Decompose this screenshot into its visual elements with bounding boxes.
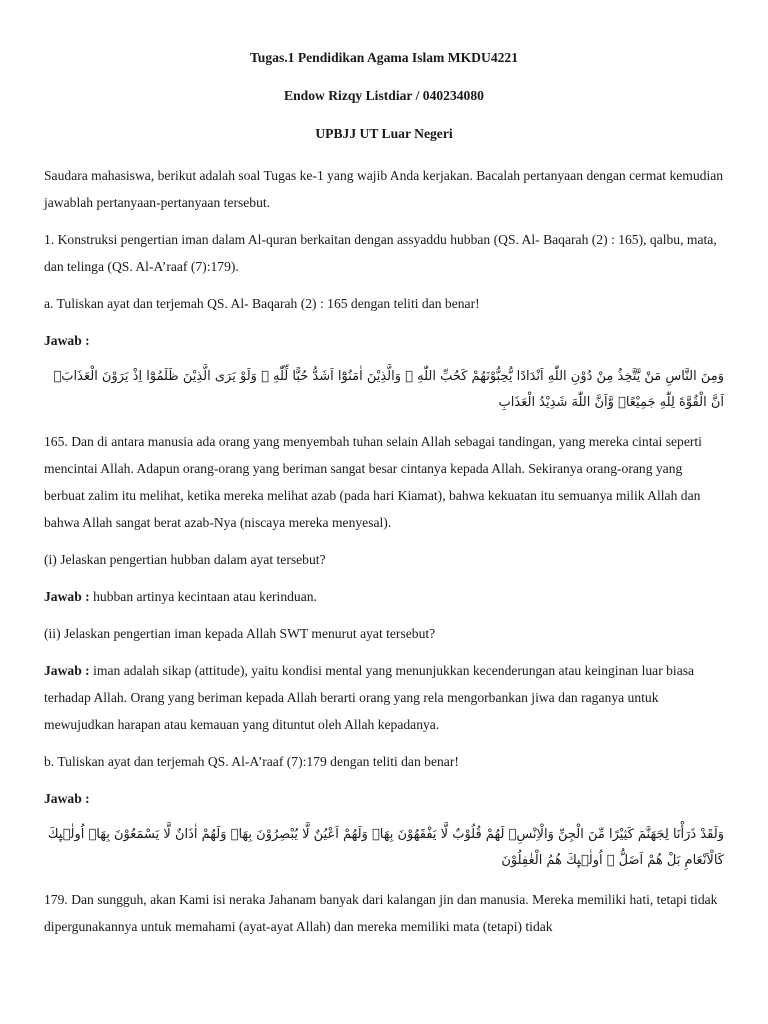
- unit-line: UPBJJ UT Luar Negeri: [315, 126, 453, 141]
- jawab-label: Jawab :: [44, 791, 90, 806]
- jawab-label: Jawab :: [44, 663, 90, 678]
- answer-label-b: [44, 785, 724, 812]
- jawab-label: Jawab :: [44, 589, 90, 604]
- jawab-label: Jawab :: [44, 333, 90, 348]
- intro-paragraph: Saudara mahasiswa, berikut adalah soal Tugas ke-1 yang wajib Anda kerjakan. Bacalah pertanyaan dengan cermat kemudian jawablah pertanyaan-pertanyaan tersebut.: [44, 168, 724, 210]
- arabic-verse-165: وَمِنَ النَّاسِ مَنْ يَّتَّخِذُ مِنْ دُوْنِ اللّٰهِ اَنْدَادًا يُّحِبُّوْنَهُمْ كَحُبِّ اللّٰهِ ۗ وَالَّذِيْنَ اٰمَنُوْٓا اَشَدُّ حُبًّا لِّلّٰهِ ۙ وَلَوْ يَرَى الَّذِيْنَ ظَلَمُوْٓا اِذْ يَرَوْنَ الْعَذَابَۙ اَنَّ الْقُوَّةَ لِلّٰهِ جَمِيْعًاۙ وَّاَنَّ اللّٰهَ شَدِيْدُ الْعَذَابِ: [53, 369, 724, 410]
- question-i: (i) Jelaskan pengertian hubban dalam ayat tersebut?: [44, 552, 326, 567]
- answer-ii: [44, 657, 724, 738]
- arabic-verse-179: وَلَقَدْ ذَرَأْنَا لِجَهَنَّمَ كَثِيْرًا مِّنَ الْجِنِّ وَالْاِنْسِۖ لَهُمْ قُلُوْبٌ لَّا يَفْقَهُوْنَ بِهَاۖ وَلَهُمْ اَعْيُنٌ لَّا يُبْصِرُوْنَ بِهَاۖ وَلَهُمْ اٰذَانٌ لَّا يَسْمَعُوْنَ بِهَاۗ اُولٰۤىِٕكَ كَالْاَنْعَامِ بَلْ هُمْ اَضَلُّ ۗ اُولٰۤىِٕكَ هُمُ الْغٰفِلُوْنَ: [47, 827, 724, 868]
- translation-179: 179. Dan sungguh, akan Kami isi neraka Jahanam banyak dari kalangan jin dan manusia. Mereka memiliki hati, tetapi tidak dipergunakannya untuk memahami (ayat-ayat Allah) dan mereka memiliki mata (tetapi) tidak: [44, 892, 718, 934]
- document-header: [44, 48, 724, 144]
- answer-ii-text: iman adalah sikap (attitude), yaitu kondisi mental yang menunjukkan kecenderungan atau keinginan luar biasa terhadap Allah. Orang yang beriman kepada Allah berarti orang yang rela mengorbankan jiwa dan raganya untuk mewujudkan harapan atau kemauan yang dituntut oleh Allah kepadanya.: [44, 663, 695, 732]
- translation-165: 165. Dan di antara manusia ada orang yang menyembah tuhan selain Allah sebagai tandingan, yang mereka cintai seperti mencintai Allah. Adapun orang-orang yang beriman sangat besar cintanya kepada Allah. Sekiranya orang-orang yang berbuat zalim itu melihat, ketika mereka melihat azab (pada hari Kiamat), bahwa kekuatan itu semuanya milik Allah dan bahwa Allah sangat berat azab-Nya (niscaya mereka menyesal).: [44, 434, 702, 530]
- author-line: Endow Rizqy Listdiar / 040234080: [284, 88, 484, 103]
- answer-i-text: hubban artinya kecintaan atau kerinduan.: [93, 589, 317, 604]
- answer-i: [44, 583, 724, 610]
- question-1a-prompt: a. Tuliskan ayat dan terjemah QS. Al- Baqarah (2) : 165 dengan teliti dan benar!: [44, 296, 480, 311]
- document-title: Tugas.1 Pendidikan Agama Islam MKDU4221: [249, 50, 519, 65]
- question-1: 1. Konstruksi pengertian iman dalam Al-quran berkaitan dengan assyaddu hubban (QS. Al- Baqarah (2) : 165), qalbu, mata, dan telinga (QS. Al-A’raaf (7):179).: [44, 232, 717, 274]
- question-ii: (ii) Jelaskan pengertian iman kepada Allah SWT menurut ayat tersebut?: [44, 626, 436, 641]
- answer-label-a: [44, 327, 724, 354]
- question-1b-prompt: b. Tuliskan ayat dan terjemah QS. Al-A’raaf (7):179 dengan teliti dan benar!: [44, 754, 459, 769]
